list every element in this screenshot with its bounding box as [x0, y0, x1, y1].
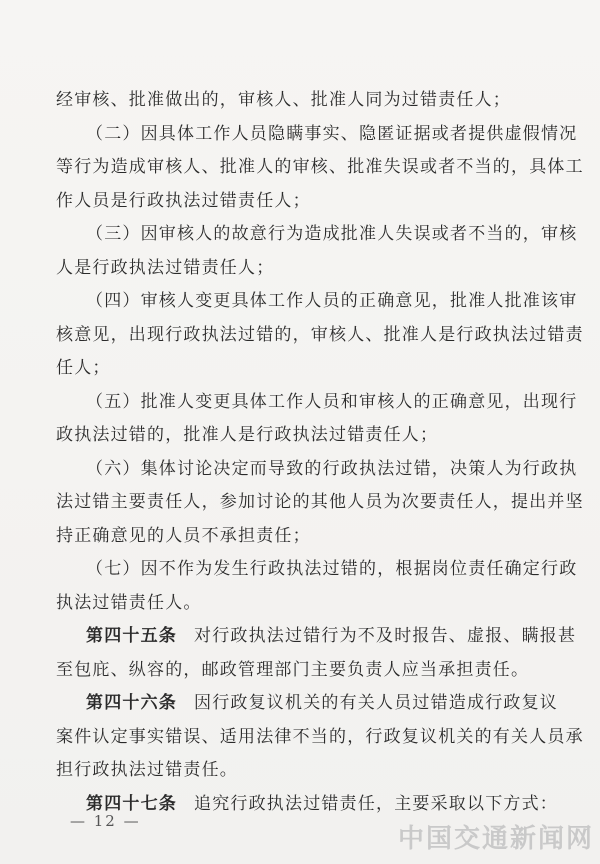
- text-line: 等行为造成审核人、批准人的审核、批准失误或者不当的，具体工: [56, 157, 584, 177]
- text-line: 担行政执法过错责任。: [56, 760, 238, 780]
- text-line: （七）因不作为发生行政执法过错的，根据岗位责任确定行政: [86, 559, 578, 579]
- article-label: 第四十六条: [86, 693, 177, 713]
- article-text: 因行政复议机关的有关人员过错造成行政复议: [194, 693, 558, 713]
- text-line: （五）批准人变更具体工作人员和审核人的正确意见，出现行: [86, 391, 578, 412]
- text-line: （三）因审核人的故意行为造成批准人失误或者不当的，审核: [86, 224, 578, 244]
- article-47: [86, 792, 558, 816]
- text-line: 执法过错责任人。: [56, 592, 202, 613]
- text-line: 法过错主要责任人，参加讨论的其他人员为次要责任人，提出并坚: [56, 492, 584, 512]
- watermark: 中国交通新闻网: [398, 824, 595, 854]
- text-line: 作人员是行政执法过错责任人；: [56, 190, 311, 211]
- text-line: 政执法过错的，批准人是行政执法过错责任人；: [56, 425, 439, 445]
- article-label: 第四十五条: [86, 626, 177, 646]
- text-line: 核意见，出现行政执法过错的，审核人、批准人是行政执法过错责: [56, 324, 584, 345]
- article-text: 追究行政执法过错责任，主要采取以下方式：: [194, 793, 558, 814]
- text-line: 经审核、批准做出的，审核人、批准人同为过错责任人；: [56, 90, 511, 110]
- text-line: （四）审核人变更具体工作人员的正确意见，批准人批准该审: [86, 291, 578, 311]
- text-line: 持正确意见的人员不承担责任；: [56, 525, 311, 546]
- page-number: — 12 —: [70, 812, 141, 830]
- article-46: [86, 691, 558, 715]
- text-line: 任人；: [56, 358, 111, 378]
- text-line: 案件认定事实错误、适用法律不当的，行政复议机关的有关人员承: [56, 726, 584, 747]
- text-line: 至包庇、纵容的，邮政管理部门主要负责人应当承担责任。: [56, 659, 530, 680]
- text-line: （二）因具体工作人员隐瞒事实、隐匿证据或者提供虚假情况: [86, 123, 578, 144]
- article-label: 第四十七条: [86, 793, 177, 814]
- text-line: （六）集体讨论决定而导致的行政执法过错，决策人为行政执: [86, 458, 578, 479]
- text-line: 人是行政执法过错责任人；: [56, 257, 275, 278]
- article-text: 对行政执法过错行为不及时报告、虚报、瞒报甚: [194, 626, 577, 646]
- article-45: [86, 624, 576, 648]
